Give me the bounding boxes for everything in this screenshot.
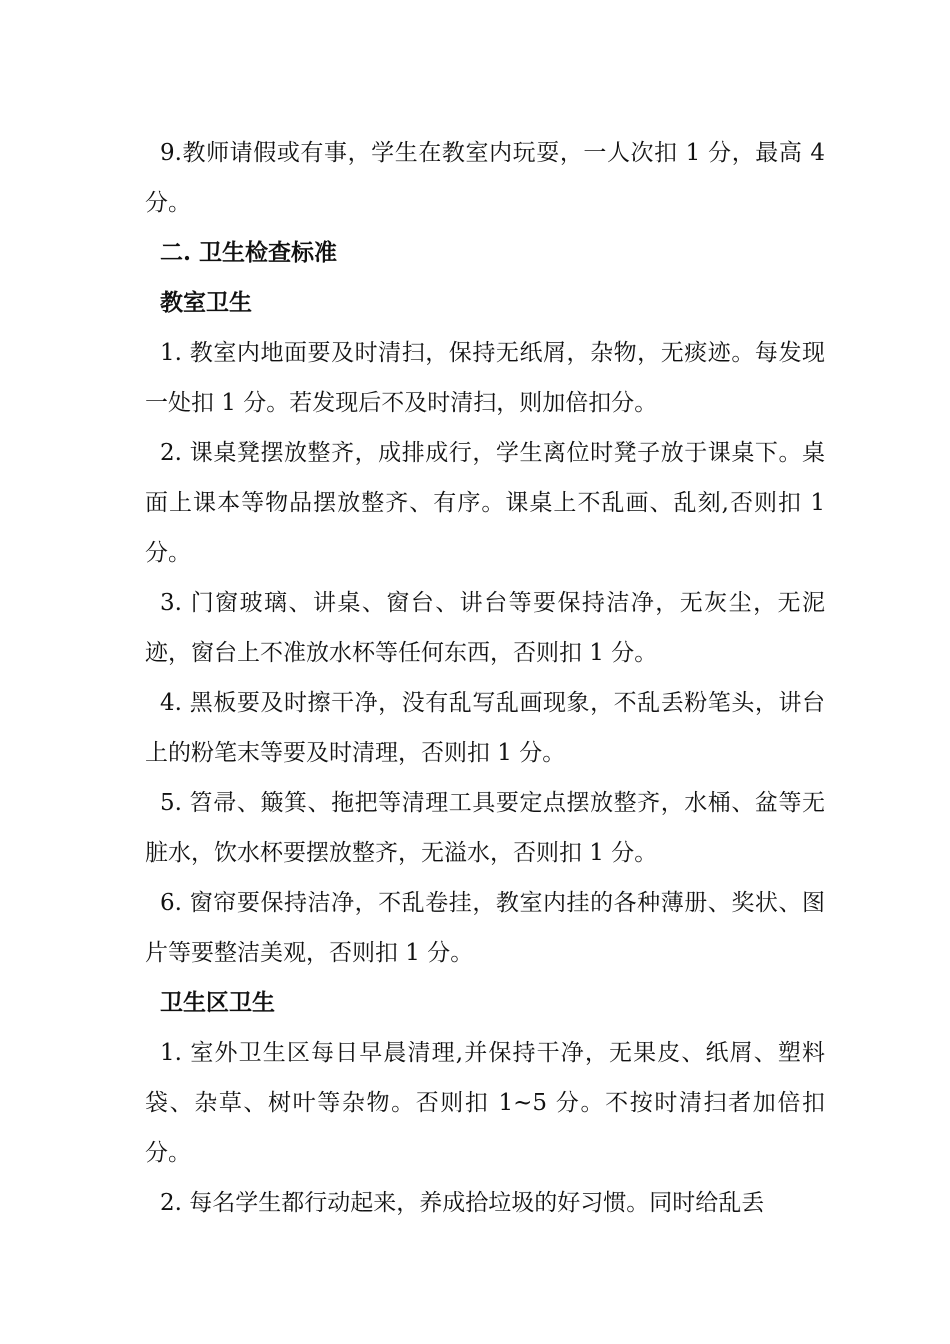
rule-9-teacher-leave: 9.教师请假或有事，学生在教室内玩耍，一人次扣 1 分，最高 4 分。 [145,140,825,216]
classroom-rule-6: 6. 窗帘要保持洁净，不乱卷挂，教室内挂的各种薄册、奖状、图片等要整洁美观，否则扣 1 分。 [145,890,825,966]
classroom-rule-4: 4. 黑板要及时擦干净，没有乱写乱画现象，不乱丢粉笔头，讲台上的粉笔末等要及时清理，否则扣 1 分。 [145,690,825,766]
classroom-rule-3: 3. 门窗玻璃、讲桌、窗台、讲台等要保持洁净，无灰尘，无泥迹，窗台上不准放水杯等任何东西，否则扣 1 分。 [145,590,825,666]
area-rule-2: 2. 每名学生都行动起来，养成拾垃圾的好习惯。同时给乱丢 [160,1190,765,1216]
area-rule-1: 1. 室外卫生区每日早晨清理,并保持干净，无果皮、纸屑、塑料袋、杂草、树叶等杂物。否则扣 1~5 分。不按时清扫者加倍扣分。 [145,1040,825,1166]
classroom-rule-1: 1. 教室内地面要及时清扫，保持无纸屑，杂物，无痰迹。每发现一处扣 1 分。若发现后不及时清扫，则加倍扣分。 [145,340,825,416]
classroom-hygiene-title: 教室卫生 [160,289,252,316]
classroom-rule-2: 2. 课桌凳摆放整齐，成排成行，学生离位时凳子放于课桌下。桌面上课本等物品摆放整齐、有序。课桌上不乱画、乱刻,否则扣 1 分。 [145,440,825,566]
area-hygiene-title: 卫生区卫生 [160,989,275,1016]
document-page [145,128,825,1228]
classroom-rule-5: 5. 笤帚、簸箕、拖把等清理工具要定点摆放整齐，水桶、盆等无脏水，饮水杯要摆放整齐，无溢水，否则扣 1 分。 [145,790,825,866]
section-2-title: 二. 卫生检查标准 [160,239,338,266]
